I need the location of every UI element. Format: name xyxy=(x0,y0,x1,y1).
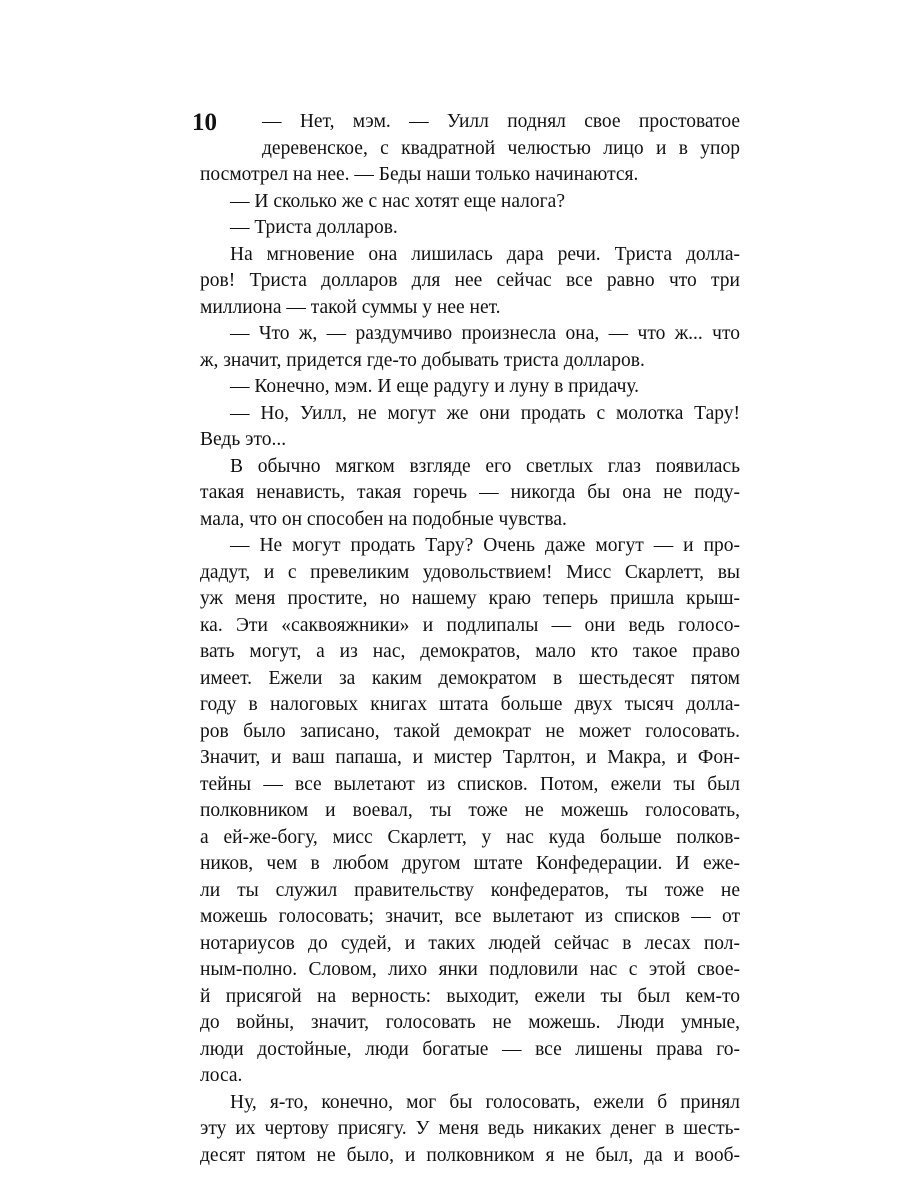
text-line: дадут, и с превеликим удовольствием! Мисс Скарлетт, вы xyxy=(200,561,740,583)
page-number: 10 xyxy=(192,109,217,136)
text-line: — Конечно, мэм. И еще радугу и луну в придачу. xyxy=(230,376,640,397)
text-line: — Триста долларов. xyxy=(230,217,398,238)
text-line: Ну, я-то, конечно, мог бы голосовать, ежели б принял xyxy=(230,1091,740,1113)
text-line: тейны — все вылетают из списков. Потом, ежели ты был xyxy=(200,773,740,795)
text-line: — И сколько же с нас хотят еще налога? xyxy=(230,190,565,212)
text-line: такая ненависть, такая горечь — никогда бы она не поду- xyxy=(200,482,740,503)
text-line: нотариусов до судей, и таких людей сейчас в лесах пол- xyxy=(200,932,740,954)
text-line: ров! Триста долларов для нее сейчас все равно что три xyxy=(200,270,740,291)
text-line: полковником и воевал, ты тоже не можешь голосовать, xyxy=(200,800,740,821)
text-line: ным-полно. Словом, лихо янки подловили нас с этой свое- xyxy=(200,959,740,980)
text-line: можешь голосовать; значит, все вылетают из списков — от xyxy=(200,906,740,927)
text-line: Значит, и ваш папаша, и мистер Тарлтон, и Макра, и Фон- xyxy=(200,747,740,768)
text-line: ли ты служил правительству конфедератов, ты тоже не xyxy=(200,879,740,901)
text-line: — Что ж, — раздумчиво произнесла она, — что ж... что xyxy=(230,323,740,344)
text-line: — Но, Уилл, не могут же они продать с молотка Тару! xyxy=(230,402,740,424)
text-line: а ей-же-богу, мисс Скарлетт, у нас куда больше полков- xyxy=(200,826,740,848)
text-line: ж, значит, придется где-то добывать триста долларов. xyxy=(200,349,645,371)
text-line: люди достойные, люди богатые — все лишены права го- xyxy=(200,1038,740,1060)
text-line: Ведь это... xyxy=(200,429,287,450)
text-line: вать могут, а из нас, демократов, мало кто такое право xyxy=(200,641,740,662)
text-line: ров было записано, такой демократ не может голосовать. xyxy=(200,720,740,742)
text-line: й присягой на верность: выходит, ежели ты был кем-то xyxy=(200,985,740,1007)
text-line: миллиона — такой суммы у нее нет. xyxy=(200,296,501,318)
text-line: имеет. Ежели за каким демократом в шестьдесят пятом xyxy=(200,667,740,689)
text-line: деревенское, с квадратной челюстью лицо и в упор xyxy=(262,137,740,159)
text-line: эту их чертову присягу. У меня ведь никаких денег в шесть- xyxy=(200,1118,740,1139)
text-line: десят пятом не было, и полковником я не был, да и вооб- xyxy=(200,1144,740,1166)
text-line: году в налоговых книгах штата больше двух тысяч долла- xyxy=(200,694,740,715)
text-line: посмотрел на нее. — Беды наши только начинаются. xyxy=(200,164,639,185)
text-line: лоса. xyxy=(200,1065,243,1086)
text-line: В обычно мягком взгляде его светлых глаз появилась xyxy=(230,455,740,477)
text-line: до войны, значит, голосовать не можешь. Люди умные, xyxy=(200,1012,740,1033)
text-line: ников, чем в любом другом штате Конфедерации. И еже- xyxy=(200,853,740,874)
text-line: уж меня простите, но нашему краю теперь пришла крыш- xyxy=(200,588,740,609)
body-text xyxy=(200,109,740,1169)
text-line: — Нет, мэм. — Уилл поднял свое простоватое xyxy=(262,111,740,132)
text-line: мала, что он способен на подобные чувства. xyxy=(200,508,567,530)
text-line: — Не могут продать Тару? Очень даже могут — и про- xyxy=(230,535,740,556)
text-line: На мгновение она лишилась дара речи. Триста долла- xyxy=(230,243,740,265)
text-line: ка. Эти «саквояжники» и подлипалы — они ведь голосо- xyxy=(200,614,740,636)
